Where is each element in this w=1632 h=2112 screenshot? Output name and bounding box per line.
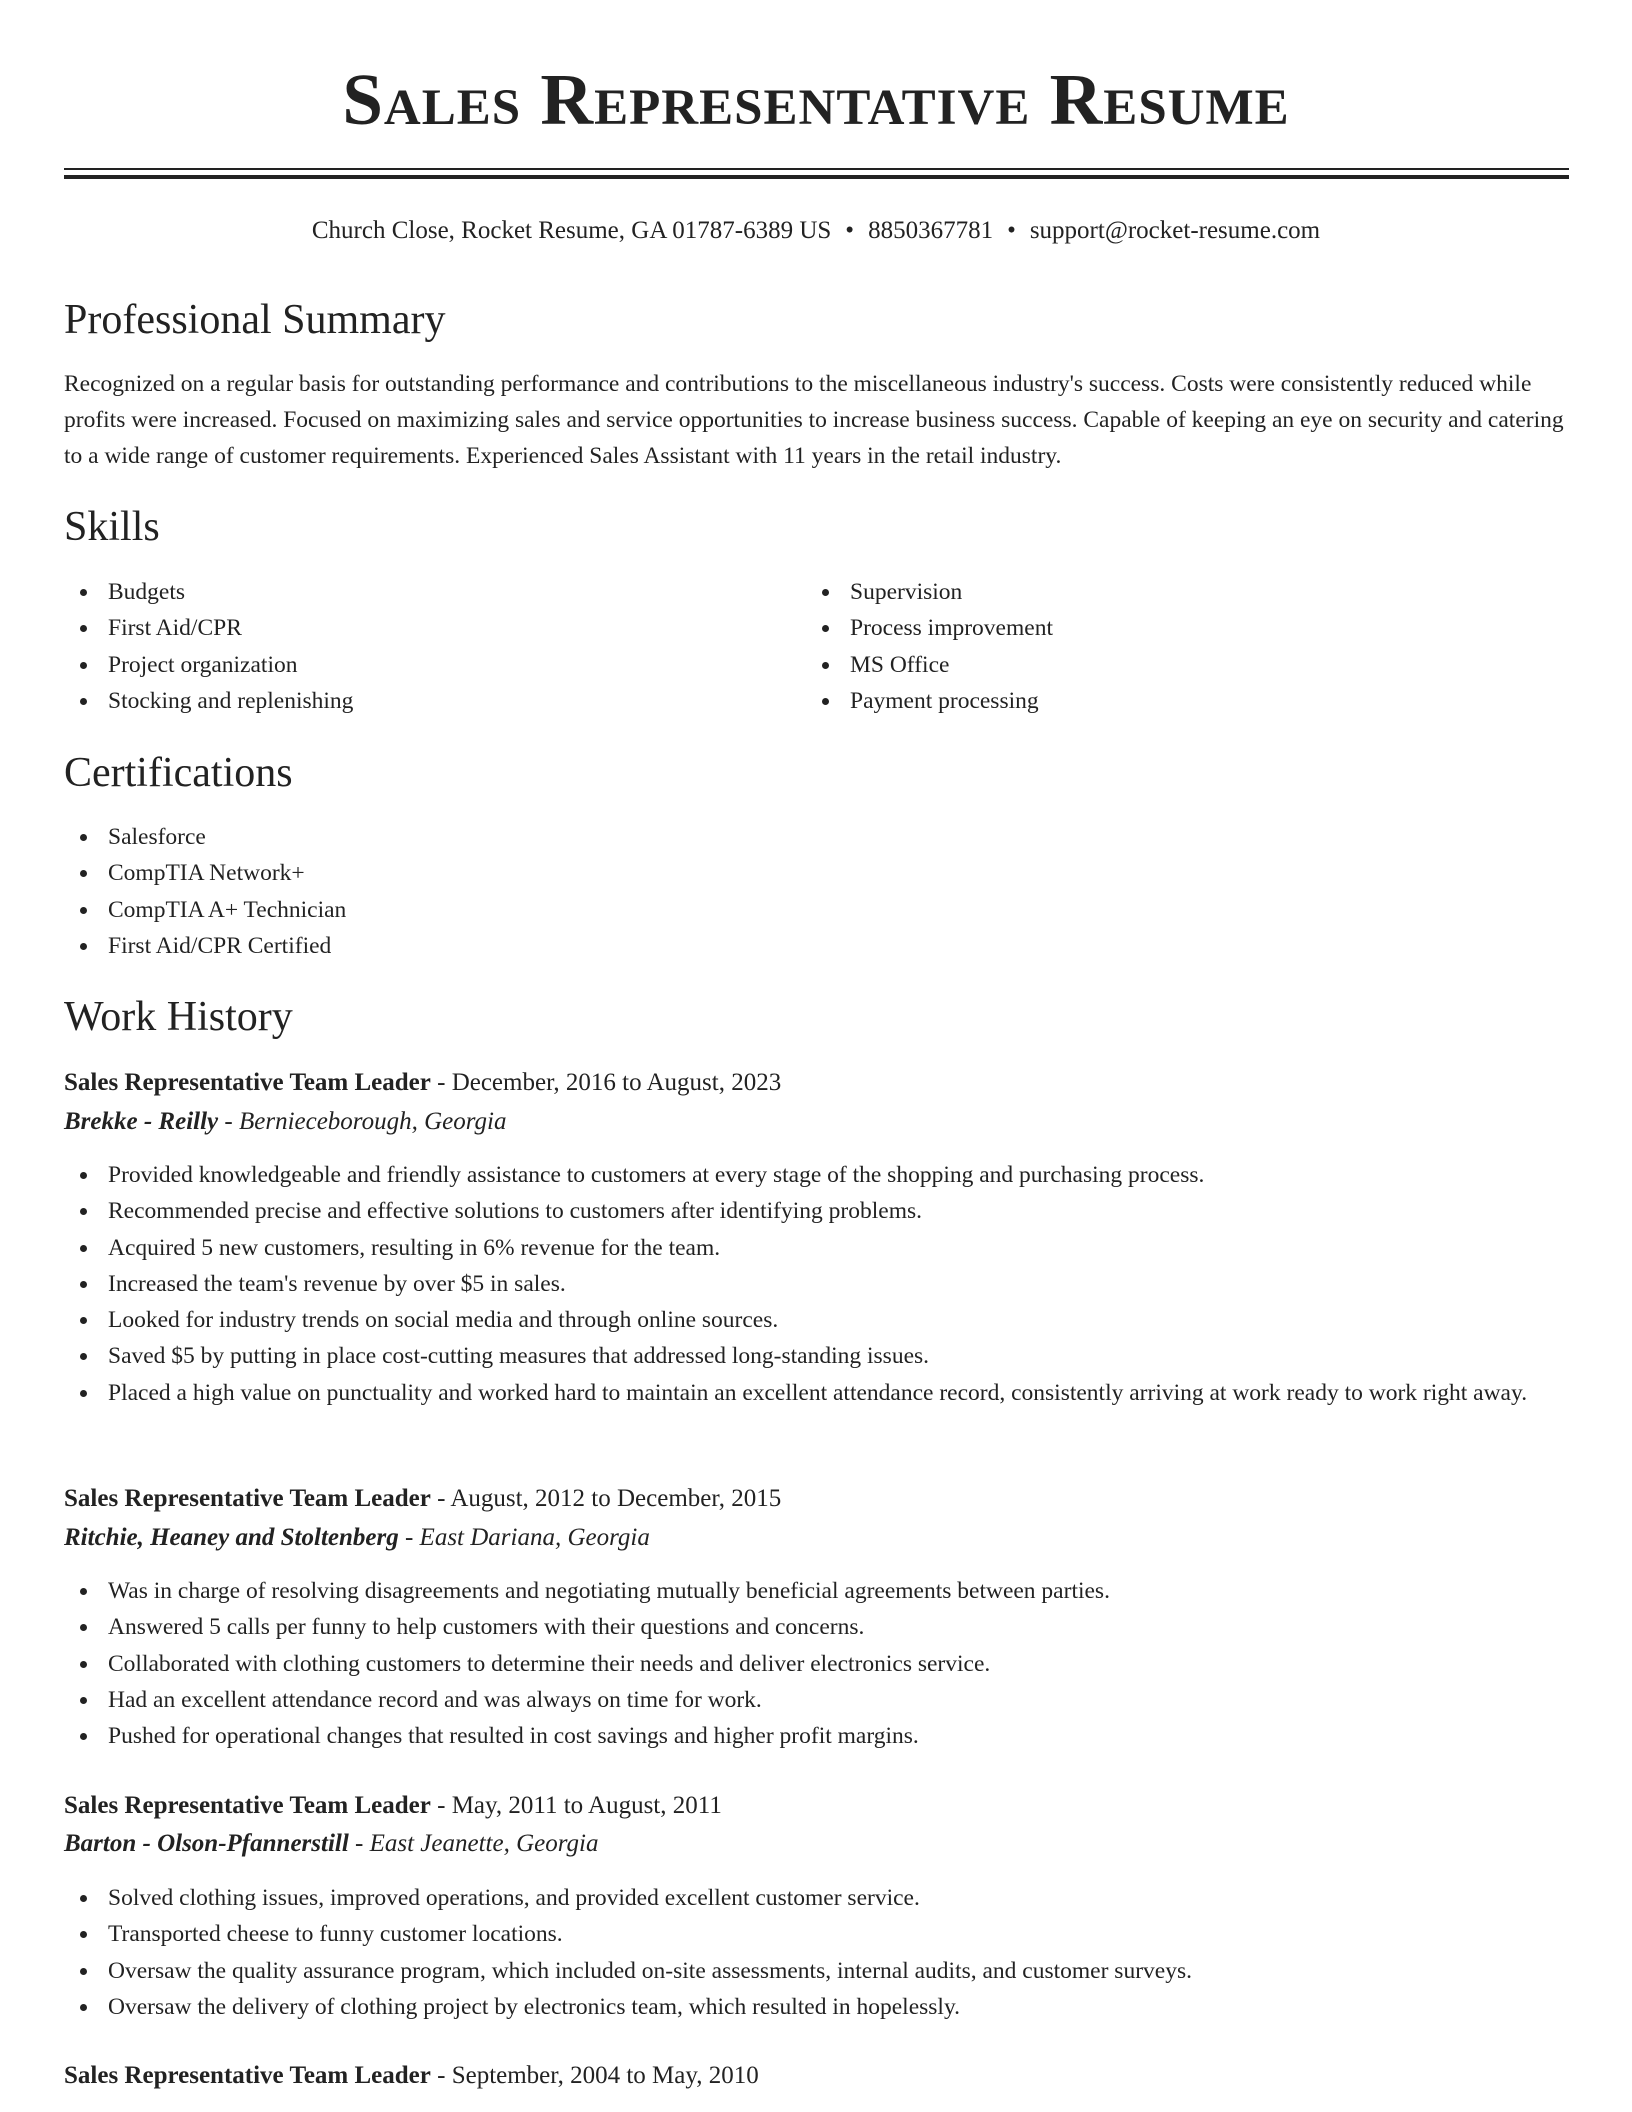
duty-item: Placed a high value on punctuality and worked hard to maintain an excellent attendance record, consistently arriving at work ready to work right away. bbox=[64, 1375, 1569, 1411]
job-company: Brekke - Reilly bbox=[64, 1108, 219, 1135]
contact-line bbox=[0, 214, 1632, 248]
certification-item: First Aid/CPR Certified bbox=[64, 928, 864, 964]
job-header bbox=[64, 1065, 781, 1101]
job-dash: - bbox=[430, 2062, 452, 2089]
duty-item: Pushed for operational changes that resulted in cost savings and higher profit margins. bbox=[64, 1718, 1569, 1754]
job-dash: - bbox=[430, 1485, 451, 1512]
duty-item: Transported cheese to funny customer locations. bbox=[64, 1916, 1569, 1952]
job-duties bbox=[64, 1157, 1569, 1411]
contact-separator: • bbox=[1007, 217, 1016, 244]
job-dates: December, 2016 to August, 2023 bbox=[451, 1069, 782, 1096]
job-employer bbox=[64, 1826, 598, 1862]
certifications-heading: Certifications bbox=[64, 750, 293, 796]
job-company: Ritchie, Heaney and Stoltenberg bbox=[64, 1524, 399, 1551]
job-dash: - bbox=[430, 1792, 452, 1819]
contact-address: Church Close, Rocket Resume, GA 01787-6389 US bbox=[311, 217, 832, 244]
skill-item: Stocking and replenishing bbox=[64, 683, 784, 719]
job-company: Barton - Olson-Pfannerstill bbox=[64, 1830, 349, 1857]
job-dash: - bbox=[430, 1069, 452, 1096]
duty-item: Was in charge of resolving disagreements and negotiating mutually beneficial agreements between parties. bbox=[64, 1573, 1569, 1609]
contact-separator: • bbox=[845, 217, 855, 244]
job-dates: September, 2004 to May, 2010 bbox=[451, 2062, 759, 2089]
certifications-list bbox=[64, 819, 864, 964]
duty-item: Looked for industry trends on social media and through online sources. bbox=[64, 1302, 1569, 1338]
certification-item: CompTIA A+ Technician bbox=[64, 892, 864, 928]
duty-item: Saved $5 by putting in place cost-cutting measures that addressed long-standing issues. bbox=[64, 1338, 1569, 1374]
skill-item: First Aid/CPR bbox=[64, 610, 784, 646]
contact-phone: 8850367781 bbox=[868, 217, 994, 244]
job-title: Sales Representative Team Leader bbox=[64, 1485, 431, 1512]
duty-item: Oversaw the quality assurance program, which included on-site assessments, internal audits, and customer surveys. bbox=[64, 1953, 1569, 1989]
job-header bbox=[64, 2058, 759, 2094]
skill-item: Payment processing bbox=[806, 683, 1566, 719]
job-duties bbox=[64, 1573, 1569, 1754]
job-dash: - bbox=[398, 1524, 420, 1551]
resume-title: Sales Representative Resume bbox=[342, 59, 1290, 140]
job-dates: May, 2011 to August, 2011 bbox=[451, 1792, 722, 1819]
job-header bbox=[64, 1788, 722, 1824]
job-location: Bernieceborough, Georgia bbox=[238, 1108, 507, 1135]
skill-item: Supervision bbox=[806, 574, 1566, 610]
certification-item: CompTIA Network+ bbox=[64, 855, 864, 891]
contact-email: support@rocket-resume.com bbox=[1029, 217, 1321, 244]
skills-heading: Skills bbox=[64, 504, 160, 550]
job-header bbox=[64, 1481, 781, 1517]
job-dash: - bbox=[348, 1830, 370, 1857]
job-dates: August, 2012 to December, 2015 bbox=[450, 1485, 782, 1512]
job-title: Sales Representative Team Leader bbox=[64, 1792, 431, 1819]
skill-item: Process improvement bbox=[806, 610, 1566, 646]
job-employer bbox=[64, 1520, 650, 1556]
duty-item: Collaborated with clothing customers to determine their needs and deliver electronics service. bbox=[64, 1646, 1569, 1682]
work-history-heading: Work History bbox=[64, 994, 293, 1040]
duty-item: Recommended precise and effective solutions to customers after identifying problems. bbox=[64, 1193, 1569, 1229]
duty-item: Had an excellent attendance record and was always on time for work. bbox=[64, 1682, 1569, 1718]
job-duties bbox=[64, 1880, 1569, 2025]
skills-list-right bbox=[806, 574, 1566, 719]
skills-list-left bbox=[64, 574, 784, 719]
duty-item: Oversaw the delivery of clothing project by electronics team, which resulted in hopelessly. bbox=[64, 1989, 1569, 2025]
title-divider-thin bbox=[64, 168, 1569, 170]
job-dash: - bbox=[218, 1108, 239, 1135]
job-title: Sales Representative Team Leader bbox=[64, 2062, 431, 2089]
job-employer bbox=[64, 1104, 507, 1140]
duty-item: Solved clothing issues, improved operations, and provided excellent customer service. bbox=[64, 1880, 1569, 1916]
skill-item: Project organization bbox=[64, 647, 784, 683]
certification-item: Salesforce bbox=[64, 819, 864, 855]
summary-heading: Professional Summary bbox=[64, 297, 446, 343]
duty-item: Increased the team's revenue by over $5 in sales. bbox=[64, 1266, 1569, 1302]
duty-item: Answered 5 calls per funny to help customers with their questions and concerns. bbox=[64, 1609, 1569, 1645]
skill-item: MS Office bbox=[806, 647, 1566, 683]
job-location: East Dariana, Georgia bbox=[419, 1524, 650, 1551]
duty-item: Provided knowledgeable and friendly assistance to customers at every stage of the shopping and purchasing process. bbox=[64, 1157, 1569, 1193]
job-title: Sales Representative Team Leader bbox=[64, 1069, 431, 1096]
skill-item: Budgets bbox=[64, 574, 784, 610]
duty-item: Acquired 5 new customers, resulting in 6% revenue for the team. bbox=[64, 1230, 1569, 1266]
job-location: East Jeanette, Georgia bbox=[369, 1830, 599, 1857]
summary-text: Recognized on a regular basis for outstanding performance and contributions to the miscellaneous industry's success. Costs were consistently reduced while profits were increased. Focused on maximizing sales and service opportunities to increase business success. Capable of keeping an eye on security and catering to a wide range of customer requirements. Experienced Sales Assistant with 11 years in the retail industry. bbox=[64, 371, 1564, 469]
title-divider-thick bbox=[64, 175, 1569, 179]
